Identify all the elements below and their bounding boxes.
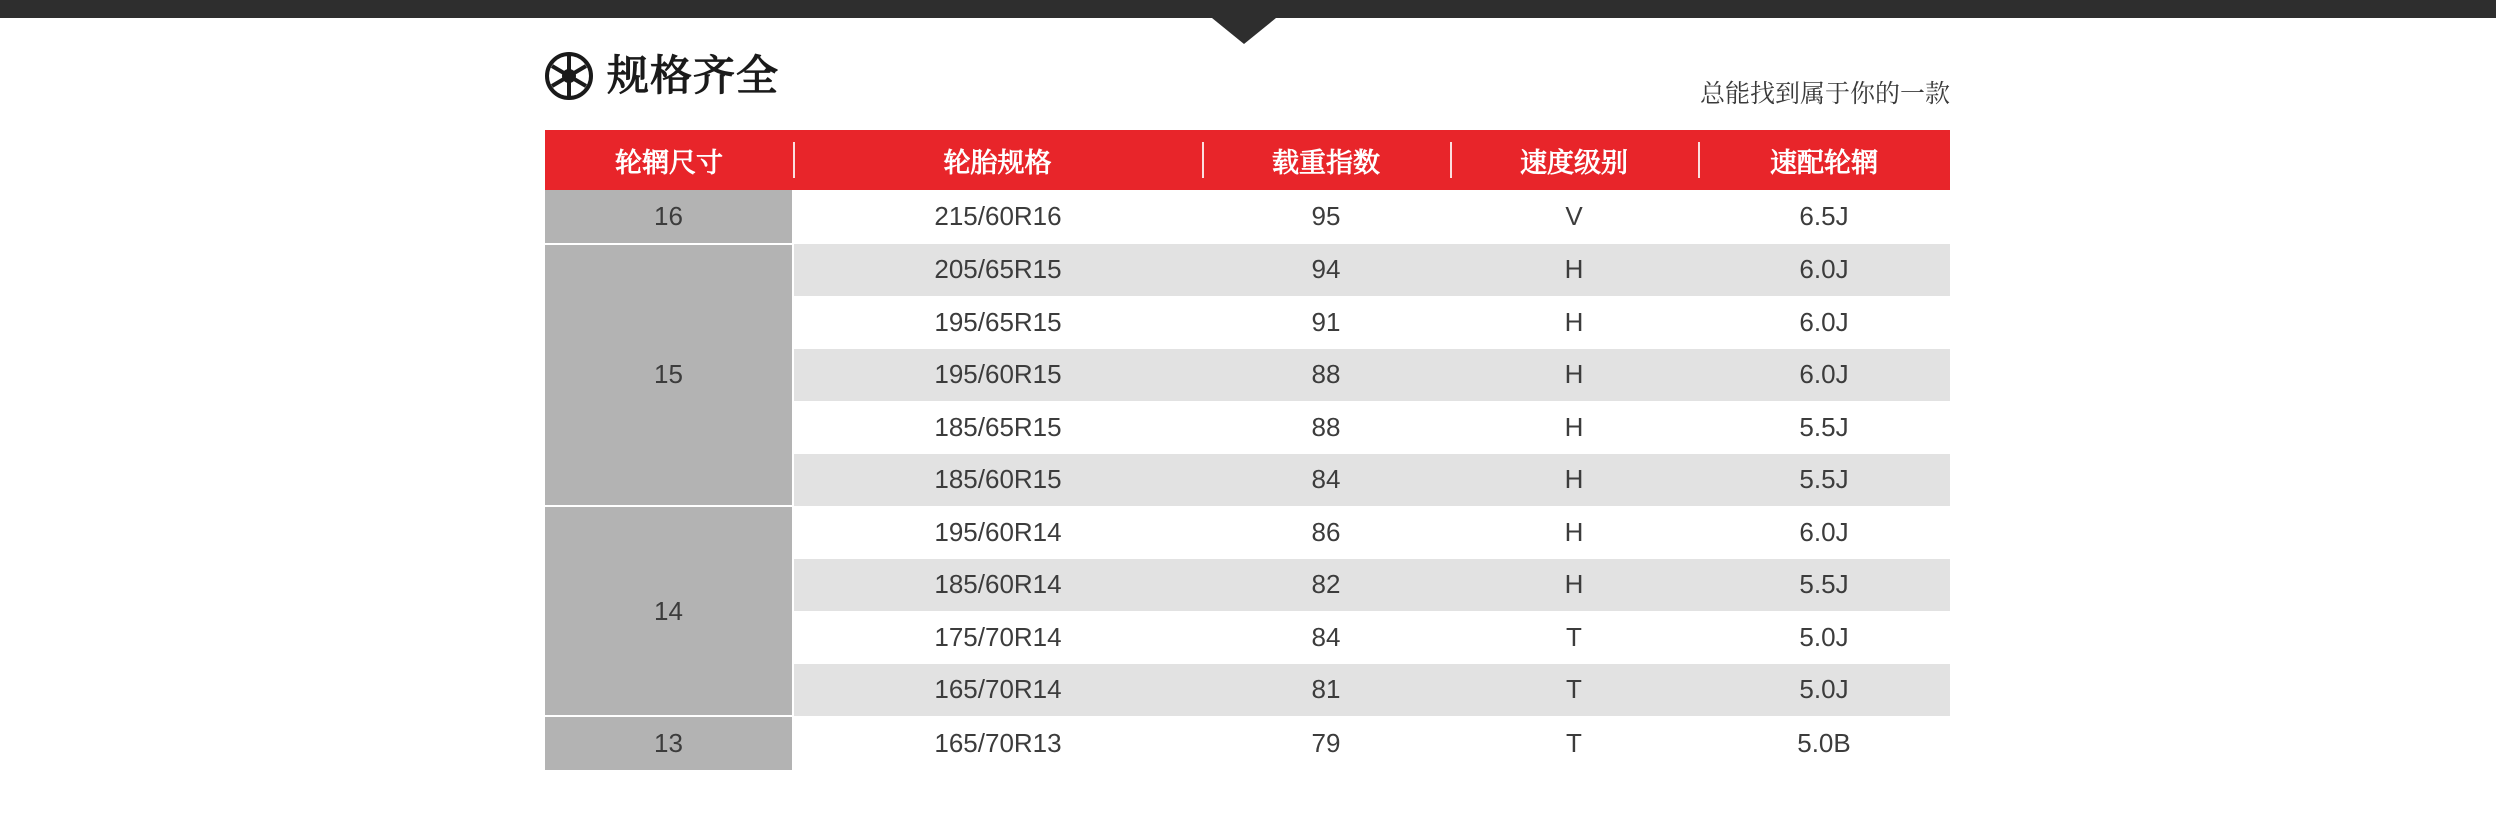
- tire-spec-cell: 215/60R16: [793, 190, 1202, 244]
- speed-rating-cell: V: [1450, 190, 1698, 244]
- table-header-row: [545, 130, 1950, 190]
- table-row: [545, 506, 1950, 559]
- rim-size-cell: 16: [545, 190, 793, 244]
- speed-rating-cell: H: [1450, 296, 1698, 349]
- heading-left-group: [545, 52, 779, 100]
- load-index-cell: 95: [1202, 190, 1450, 244]
- tire-spec-cell: 165/70R14: [793, 664, 1202, 717]
- speed-rating-cell: H: [1450, 559, 1698, 612]
- load-index-cell: 79: [1202, 716, 1450, 771]
- load-index-cell: 82: [1202, 559, 1450, 612]
- load-index-cell: 84: [1202, 611, 1450, 664]
- tire-spec-cell: 165/70R13: [793, 716, 1202, 771]
- speed-rating-cell: H: [1450, 401, 1698, 454]
- table-row: [545, 716, 1950, 771]
- tire-spec-cell: 195/60R15: [793, 349, 1202, 402]
- matching-rim-cell: 6.0J: [1698, 506, 1950, 559]
- table-row: [545, 190, 1950, 244]
- speed-rating-cell: T: [1450, 611, 1698, 664]
- load-index-cell: 91: [1202, 296, 1450, 349]
- spec-section: [545, 52, 1950, 772]
- matching-rim-cell: 6.0J: [1698, 296, 1950, 349]
- column-header-speed-rating: 速度级别: [1450, 130, 1698, 190]
- column-header-matching-rim: 速配轮辋: [1698, 130, 1950, 190]
- speed-rating-cell: H: [1450, 349, 1698, 402]
- matching-rim-cell: 5.5J: [1698, 559, 1950, 612]
- table-row: [545, 244, 1950, 297]
- tire-spec-cell: 185/60R14: [793, 559, 1202, 612]
- rim-size-cell: 13: [545, 716, 793, 771]
- speed-rating-cell: H: [1450, 244, 1698, 297]
- tire-spec-cell: 195/60R14: [793, 506, 1202, 559]
- matching-rim-cell: 5.0J: [1698, 611, 1950, 664]
- column-header-rim-size: 轮辋尺寸: [545, 130, 793, 190]
- load-index-cell: 86: [1202, 506, 1450, 559]
- tire-spec-cell: 205/65R15: [793, 244, 1202, 297]
- load-index-cell: 94: [1202, 244, 1450, 297]
- matching-rim-cell: 6.0J: [1698, 349, 1950, 402]
- section-heading: [545, 52, 1950, 122]
- speed-rating-cell: T: [1450, 664, 1698, 717]
- rim-size-cell: 15: [545, 244, 793, 507]
- load-index-cell: 88: [1202, 349, 1450, 402]
- matching-rim-cell: 5.5J: [1698, 401, 1950, 454]
- top-decorative-bar: [0, 0, 2496, 18]
- matching-rim-cell: 6.0J: [1698, 244, 1950, 297]
- load-index-cell: 81: [1202, 664, 1450, 717]
- speed-rating-cell: T: [1450, 716, 1698, 771]
- speed-rating-cell: H: [1450, 454, 1698, 507]
- tire-spec-cell: 175/70R14: [793, 611, 1202, 664]
- matching-rim-cell: 5.0B: [1698, 716, 1950, 771]
- wheel-icon: [545, 52, 593, 100]
- matching-rim-cell: 6.5J: [1698, 190, 1950, 244]
- rim-size-cell: 14: [545, 506, 793, 716]
- page-title: 规格齐全: [607, 52, 780, 99]
- tire-spec-table: [545, 130, 1951, 772]
- column-header-load-index: 载重指数: [1202, 130, 1450, 190]
- matching-rim-cell: 5.0J: [1698, 664, 1950, 717]
- tire-spec-cell: 185/60R15: [793, 454, 1202, 507]
- load-index-cell: 84: [1202, 454, 1450, 507]
- matching-rim-cell: 5.5J: [1698, 454, 1950, 507]
- column-header-tire-spec: 轮胎规格: [793, 130, 1202, 190]
- top-bar-notch: [1212, 18, 1276, 44]
- tire-spec-cell: 185/65R15: [793, 401, 1202, 454]
- tire-spec-cell: 195/65R15: [793, 296, 1202, 349]
- heading-subtitle: 总能找到属于你的一款: [1699, 80, 1950, 108]
- load-index-cell: 88: [1202, 401, 1450, 454]
- speed-rating-cell: H: [1450, 506, 1698, 559]
